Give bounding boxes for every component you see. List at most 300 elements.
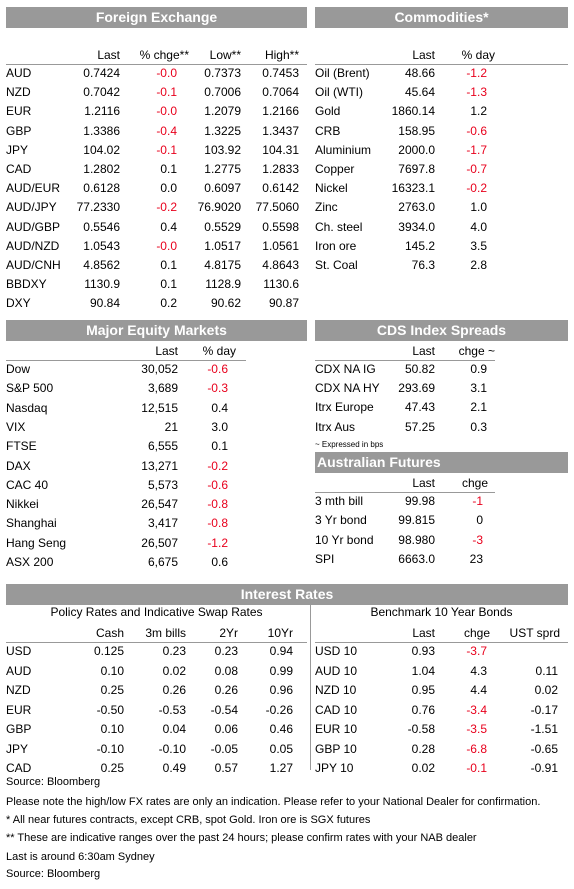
policy-currency: AUD — [6, 663, 32, 678]
fx-row — [6, 84, 307, 101]
fx-change: -0.4 — [156, 123, 177, 138]
commodity-change: 1.2 — [470, 104, 487, 119]
equity-last: 3,689 — [147, 381, 178, 396]
equity-col-day: % day — [202, 344, 236, 358]
bonds-title: Benchmark 10 Year Bonds — [370, 605, 513, 619]
fx-last: 1130.9 — [84, 277, 120, 292]
commodity-row — [315, 65, 568, 82]
futures-col-chge: chge — [461, 476, 488, 490]
fx-change: -0.0 — [156, 66, 177, 80]
footer-time-note: Last is around 6:30am Sydney — [6, 851, 155, 863]
equity-row — [6, 380, 307, 397]
fx-last: 4.8562 — [83, 258, 120, 272]
commodity-row — [315, 84, 568, 101]
fx-row — [6, 238, 307, 255]
equity-row — [6, 554, 307, 571]
commodity-row — [315, 238, 568, 255]
fx-low: 1128.9 — [205, 277, 241, 292]
policy-col-cash: Cash — [95, 626, 124, 640]
bond-ust-spread: -0.17 — [530, 702, 558, 717]
commodity-change: -0.2 — [466, 181, 487, 196]
footer-range-note: ** These are indicative ranges over the past 24 hours; please confirm rates with your NAB dealer — [6, 832, 477, 844]
equity-index: S&P 500 — [6, 381, 54, 396]
futures-contract: SPI — [315, 551, 335, 566]
bond-last: -0.58 — [407, 722, 435, 736]
futures-contract: 3 Yr bond — [315, 513, 367, 528]
equity-row — [6, 419, 307, 436]
equity-change: 0.6 — [211, 555, 228, 569]
commodity-name: Gold — [315, 104, 341, 119]
bond-ust-spread: -1.51 — [530, 722, 558, 736]
cds-last: 293.69 — [398, 381, 435, 396]
commodity-name: Iron ore — [315, 238, 357, 253]
fx-high: 1130.6 — [263, 277, 299, 292]
fx-col-high: High** — [264, 48, 299, 62]
cds-header-row — [315, 343, 568, 360]
fx-change: -0.0 — [156, 104, 177, 119]
policy-3m-bills: 0.04 — [162, 722, 186, 736]
fx-change: 0.0 — [160, 181, 177, 196]
equity-last: 21 — [164, 419, 178, 434]
cds-index: CDX NA HY — [315, 381, 380, 396]
policy-3m-bills: 0.23 — [162, 644, 186, 658]
cds-row — [315, 361, 568, 378]
policy-10yr: 1.27 — [269, 761, 293, 775]
bonds-header-row — [315, 625, 568, 642]
commodity-row — [315, 161, 568, 178]
fx-low: 76.9020 — [197, 200, 241, 215]
policy-currency: GBP — [6, 722, 32, 736]
fx-high: 1.2166 — [262, 104, 299, 119]
fx-row — [6, 180, 307, 197]
equity-change: -0.6 — [207, 477, 228, 492]
commodity-name: Nickel — [315, 181, 348, 196]
bond-ust-spread: -0.65 — [530, 741, 558, 756]
fx-last: 0.6128 — [83, 181, 120, 196]
policy-currency: USD — [6, 644, 32, 658]
equity-index: Dow — [6, 362, 31, 376]
policy-col-3m: 3m bills — [145, 626, 186, 640]
fx-pair: DXY — [6, 296, 31, 311]
policy-2yr: 0.26 — [214, 683, 238, 697]
fx-low: 0.7006 — [204, 85, 241, 100]
bonds-col-sprd: UST sprd — [509, 626, 560, 640]
bonds-col-chge: chge — [463, 626, 490, 640]
policy-currency: NZD — [6, 683, 31, 697]
fx-change: 0.1 — [160, 258, 177, 272]
commodity-name: Oil (Brent) — [315, 66, 370, 80]
fx-row — [6, 219, 307, 236]
bond-row — [315, 682, 568, 699]
policy-2yr: 0.08 — [214, 663, 238, 678]
rates-title: Interest Rates — [6, 584, 568, 605]
fx-row — [6, 123, 307, 140]
commodity-last: 3934.0 — [398, 219, 435, 234]
policy-row — [6, 741, 307, 758]
fx-low: 0.6097 — [204, 181, 241, 196]
fx-header-row — [6, 47, 307, 64]
futures-title: Australian Futures — [315, 452, 568, 473]
bond-last: 1.04 — [411, 663, 435, 678]
futures-col-last: Last — [412, 476, 435, 490]
policy-cash: -0.50 — [96, 702, 124, 717]
fx-last: 0.5546 — [83, 219, 120, 234]
policy-3m-bills: -0.10 — [158, 741, 186, 756]
bond-name: NZD 10 — [315, 683, 357, 697]
bond-change: 4.4 — [470, 683, 487, 697]
equity-header-row — [6, 343, 307, 360]
futures-last: 98.980 — [398, 532, 435, 547]
equity-change: -0.8 — [207, 497, 228, 512]
commodities-col-last: Last — [412, 48, 435, 62]
commodity-last: 2000.0 — [398, 142, 435, 157]
equity-row — [6, 535, 307, 552]
footer-source-2: Source: Bloomberg — [6, 868, 101, 880]
policy-row — [6, 721, 307, 738]
equity-row — [6, 361, 307, 378]
commodity-last: 45.64 — [404, 85, 435, 100]
fx-high: 0.6142 — [262, 181, 299, 196]
commodity-change: -1.7 — [466, 142, 487, 157]
policy-3m-bills: 0.02 — [162, 663, 186, 678]
commodity-last: 2763.0 — [398, 200, 435, 215]
policy-row — [6, 760, 307, 777]
policy-3m-bills: -0.53 — [158, 702, 186, 717]
fx-pair: AUD/NZD — [6, 238, 60, 253]
futures-row — [315, 551, 568, 568]
bond-last: 0.02 — [411, 761, 435, 775]
bond-last: 0.93 — [411, 644, 435, 658]
equity-index: Shanghai — [6, 516, 57, 531]
bond-change: -6.8 — [466, 741, 487, 756]
fx-pair: AUD/JPY — [6, 200, 57, 215]
bond-ust-spread: 0.11 — [535, 663, 558, 678]
bond-change: -3.4 — [466, 702, 487, 717]
fx-pair: AUD/EUR — [6, 181, 61, 196]
bond-row — [315, 721, 568, 738]
futures-row — [315, 532, 568, 549]
fx-col-last: Last — [97, 48, 120, 62]
cds-change: 2.1 — [470, 400, 487, 415]
footer-fx-note: Please note the high/low FX rates are only an indication. Please refer to your National Dealer for confirmation. — [6, 796, 541, 808]
policy-10yr: 0.46 — [269, 722, 293, 736]
fx-title: Foreign Exchange — [6, 7, 307, 28]
commodity-name: Copper — [315, 162, 355, 176]
fx-low: 1.2079 — [204, 104, 241, 119]
futures-last: 99.98 — [404, 494, 435, 508]
commodity-change: 2.8 — [470, 258, 487, 272]
bond-row — [315, 741, 568, 758]
commodity-name: Oil (WTI) — [315, 85, 363, 100]
rates-divider — [310, 605, 311, 770]
bond-ust-spread: 0.02 — [534, 683, 558, 697]
futures-row — [315, 512, 568, 529]
cds-index: CDX NA IG — [315, 362, 376, 376]
policy-row — [6, 643, 307, 660]
fx-low: 1.0517 — [204, 238, 241, 253]
bond-change: -3.7 — [466, 644, 487, 658]
fx-change: -0.1 — [156, 142, 177, 157]
fx-high: 0.7064 — [262, 85, 299, 100]
equity-index: CAC 40 — [6, 477, 49, 492]
equity-last: 13,271 — [141, 458, 178, 473]
fx-last: 1.2116 — [84, 104, 120, 119]
equity-last: 26,507 — [141, 535, 178, 550]
equity-change: 3.0 — [211, 419, 228, 434]
commodity-row — [315, 199, 568, 216]
cds-title: CDS Index Spreads — [315, 320, 568, 341]
bond-ust-spread: -0.91 — [530, 761, 558, 775]
fx-change: 0.1 — [160, 162, 177, 176]
fx-row — [6, 103, 307, 120]
bond-change: -0.1 — [466, 761, 487, 775]
policy-currency: JPY — [6, 741, 29, 756]
fx-high: 1.2833 — [262, 162, 299, 176]
fx-row — [6, 142, 307, 159]
commodities-title: Commodities* — [315, 7, 568, 28]
equity-row — [6, 515, 307, 532]
fx-last: 1.3386 — [83, 123, 120, 138]
cds-last: 57.25 — [404, 419, 435, 434]
cds-index: Itrx Aus — [315, 419, 356, 434]
bond-change: -3.5 — [466, 722, 487, 736]
equity-change: -0.8 — [207, 516, 228, 531]
fx-row — [6, 257, 307, 274]
equity-index: FTSE — [6, 439, 37, 454]
fx-last: 90.84 — [89, 296, 120, 311]
equity-last: 6,675 — [147, 555, 178, 569]
equity-row — [6, 496, 307, 513]
bond-change: 4.3 — [470, 663, 487, 678]
fx-high: 77.5060 — [255, 200, 299, 215]
equity-row — [6, 438, 307, 455]
equity-index: VIX — [6, 419, 26, 434]
fx-pair: AUD/GBP — [6, 219, 61, 234]
footer-futures-note: * All near futures contracts, except CRB, spot Gold. Iron ore is SGX futures — [6, 814, 371, 826]
cds-change: 0.9 — [470, 362, 487, 376]
equity-last: 30,052 — [141, 362, 178, 376]
commodities-col-day: % day — [461, 48, 495, 62]
cds-change: 3.1 — [470, 381, 487, 396]
commodity-row — [315, 103, 568, 120]
futures-change: -1 — [472, 494, 483, 508]
futures-contract: 10 Yr bond — [315, 532, 374, 547]
equity-index: Nikkei — [6, 497, 39, 512]
bond-name: CAD 10 — [315, 702, 358, 717]
commodity-last: 16323.1 — [391, 181, 435, 196]
fx-last: 1.2802 — [83, 162, 120, 176]
commodities-header-row — [315, 47, 568, 64]
equity-col-last: Last — [155, 344, 178, 358]
futures-change: -3 — [472, 532, 483, 547]
equity-index: Hang Seng — [6, 535, 67, 550]
fx-last: 104.02 — [83, 142, 120, 157]
fx-row — [6, 65, 307, 82]
fx-col-low: Low** — [209, 48, 241, 62]
fx-pair: CAD — [6, 162, 32, 176]
equity-row — [6, 458, 307, 475]
commodity-last: 76.3 — [411, 258, 435, 272]
policy-2yr: -0.54 — [210, 702, 238, 717]
fx-change: 0.2 — [160, 296, 177, 311]
fx-high: 1.0561 — [262, 238, 299, 253]
equity-change: -0.2 — [207, 458, 228, 473]
commodity-change: -1.2 — [466, 66, 487, 80]
fx-high: 1.3437 — [262, 123, 299, 138]
commodity-name: CRB — [315, 123, 341, 138]
futures-change: 23 — [469, 551, 483, 566]
bonds-col-last: Last — [412, 626, 435, 640]
policy-cash: 0.125 — [93, 644, 124, 658]
equity-last: 6,555 — [147, 439, 178, 454]
equity-row — [6, 400, 307, 417]
fx-low: 0.5529 — [204, 219, 241, 234]
futures-contract: 3 mth bill — [315, 494, 364, 508]
policy-cash: 0.10 — [100, 663, 124, 678]
equity-change: -0.6 — [207, 362, 228, 376]
fx-pair: GBP — [6, 123, 32, 138]
policy-row — [6, 682, 307, 699]
fx-pair: NZD — [6, 85, 31, 100]
fx-change: 0.4 — [160, 219, 177, 234]
fx-pair: EUR — [6, 104, 32, 119]
bond-ust-spread — [505, 643, 558, 660]
fx-last: 1.0543 — [83, 238, 120, 253]
bond-name: GBP 10 — [315, 741, 357, 756]
equity-title: Major Equity Markets — [6, 320, 307, 341]
equity-last: 5,573 — [147, 477, 178, 492]
policy-3m-bills: 0.26 — [162, 683, 186, 697]
commodity-name: Aluminium — [315, 142, 372, 157]
futures-change: 0 — [476, 513, 483, 528]
futures-last: 6663.0 — [398, 551, 435, 566]
policy-10yr: 0.96 — [269, 683, 293, 697]
commodity-change: 3.5 — [470, 238, 487, 253]
fx-high: 90.87 — [268, 296, 299, 311]
policy-3m-bills: 0.49 — [162, 761, 186, 775]
cds-col-chge: chge ~ — [458, 344, 495, 358]
equity-index: DAX — [6, 458, 31, 473]
commodity-last: 145.2 — [404, 238, 435, 253]
equity-change: -0.3 — [207, 381, 228, 396]
equity-index: ASX 200 — [6, 555, 54, 569]
policy-2yr: 0.06 — [214, 722, 238, 736]
commodity-row — [315, 142, 568, 159]
cds-last: 47.43 — [404, 400, 435, 415]
equity-change: 0.1 — [211, 439, 228, 454]
policy-2yr: 0.57 — [214, 761, 238, 775]
policy-cash: -0.10 — [96, 741, 124, 756]
cds-row — [315, 419, 568, 436]
fx-low: 1.3225 — [204, 123, 241, 138]
fx-row — [6, 295, 307, 312]
bond-last: 0.76 — [411, 702, 435, 717]
cds-col-last: Last — [412, 344, 435, 358]
fx-high: 0.5598 — [262, 219, 299, 234]
fx-row — [6, 161, 307, 178]
commodity-last: 48.66 — [404, 66, 435, 80]
bond-last: 0.95 — [411, 683, 435, 697]
cds-index: Itrx Europe — [315, 400, 374, 415]
policy-row — [6, 663, 307, 680]
policy-rates-title: Policy Rates and Indicative Swap Rates — [50, 605, 263, 619]
policy-col-2yr: 2Yr — [219, 626, 238, 640]
bond-row — [315, 702, 568, 719]
fx-high: 0.7453 — [262, 66, 299, 80]
bond-last: 0.28 — [411, 741, 435, 756]
fx-low: 103.92 — [204, 142, 241, 157]
equity-change: -1.2 — [207, 535, 228, 550]
equity-last: 12,515 — [141, 400, 178, 415]
fx-change: 0.1 — [160, 277, 177, 292]
fx-last: 77.2330 — [76, 200, 120, 215]
policy-2yr: 0.23 — [214, 644, 238, 658]
fx-change: -0.1 — [156, 85, 177, 100]
commodity-change: -1.3 — [466, 85, 487, 100]
policy-col-10yr: 10Yr — [267, 626, 293, 640]
commodity-last: 158.95 — [398, 123, 435, 138]
cds-row — [315, 399, 568, 416]
cds-last: 50.82 — [404, 362, 435, 376]
fx-high: 104.31 — [262, 142, 299, 157]
commodity-last: 1860.14 — [391, 104, 435, 119]
fx-last: 0.7424 — [83, 66, 120, 80]
bond-name: USD 10 — [315, 644, 358, 658]
bond-name: EUR 10 — [315, 722, 358, 736]
bond-row — [315, 643, 568, 660]
commodity-change: 1.0 — [470, 200, 487, 215]
commodity-name: Zinc — [315, 200, 338, 215]
policy-10yr: 0.99 — [269, 663, 293, 678]
commodity-name: St. Coal — [315, 258, 358, 272]
policy-10yr: 0.94 — [269, 644, 293, 658]
fx-last: 0.7042 — [83, 85, 120, 100]
futures-row — [315, 493, 568, 510]
fx-row — [6, 276, 307, 293]
policy-2yr: -0.05 — [210, 741, 238, 756]
policy-currency: CAD — [6, 761, 32, 775]
policy-cash: 0.25 — [100, 761, 124, 775]
cds-row — [315, 380, 568, 397]
fx-high: 4.8643 — [262, 258, 299, 272]
policy-header-row — [6, 625, 307, 642]
policy-cash: 0.10 — [100, 722, 124, 736]
policy-row — [6, 702, 307, 719]
bond-name: AUD 10 — [315, 663, 358, 678]
commodity-row — [315, 257, 568, 274]
policy-currency: EUR — [6, 702, 32, 717]
equity-index: Nasdaq — [6, 400, 48, 415]
futures-header-row — [315, 475, 568, 492]
equity-last: 26,547 — [141, 497, 178, 512]
commodity-name: Ch. steel — [315, 219, 363, 234]
fx-low: 1.2775 — [204, 162, 241, 176]
fx-pair: JPY — [6, 142, 29, 157]
commodity-row — [315, 180, 568, 197]
commodity-row — [315, 219, 568, 236]
commodity-change: -0.7 — [466, 162, 487, 176]
bond-row — [315, 663, 568, 680]
fx-low: 90.62 — [210, 296, 241, 311]
bond-name: JPY 10 — [315, 761, 354, 775]
policy-10yr: -0.26 — [265, 702, 293, 717]
policy-10yr: 0.05 — [269, 741, 293, 756]
commodity-change: -0.6 — [466, 123, 487, 138]
fx-low: 0.7373 — [204, 66, 241, 80]
equity-row — [6, 477, 307, 494]
fx-col-chge: % chge** — [139, 48, 189, 62]
bond-row — [315, 760, 568, 777]
